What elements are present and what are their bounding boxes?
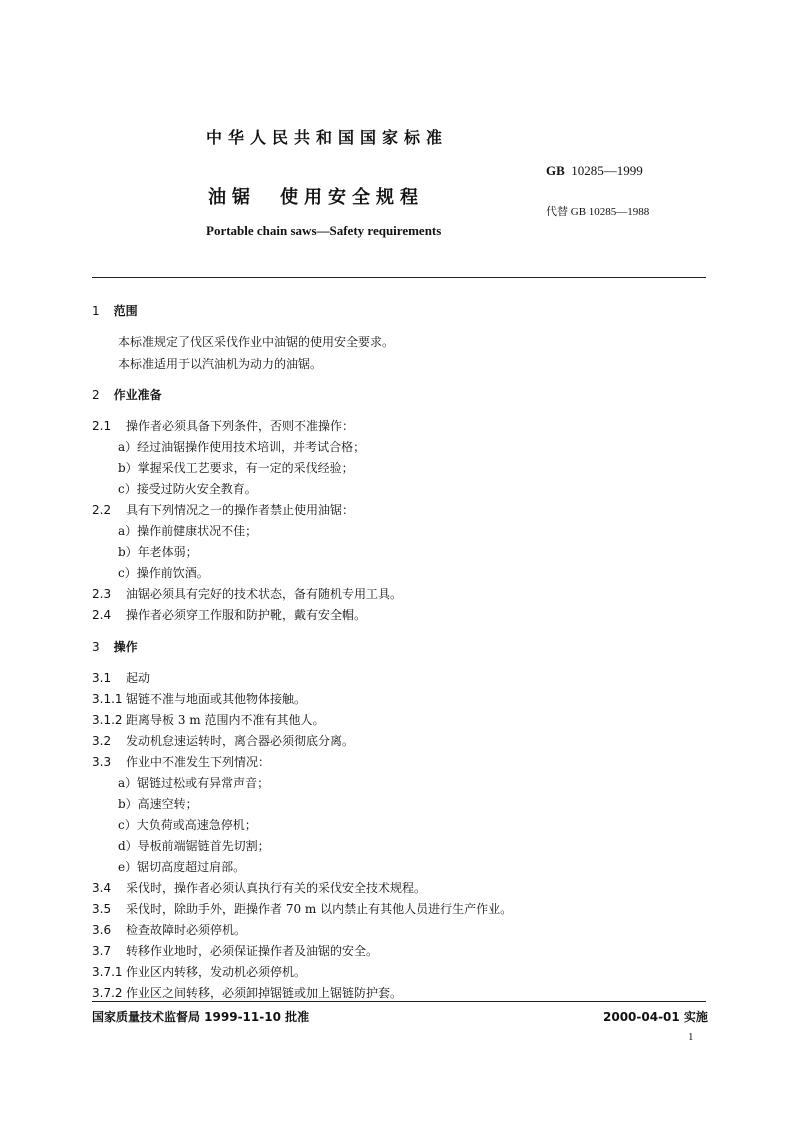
list-item: c）操作前饮酒。 (118, 566, 209, 580)
clause-number: 2.1 (92, 419, 112, 433)
clause-3-4 (92, 879, 426, 896)
list-item: b）掌握采伐工艺要求，有一定的采伐经验； (118, 461, 354, 475)
section-title: 操作 (113, 640, 138, 654)
list-item: b）年老体弱； (118, 545, 198, 559)
document-title: 油锯 使用安全规程 (208, 187, 424, 208)
list-item: a）经过油锯操作使用技术培训，并考试合格； (118, 440, 366, 454)
standard-code: 10285—1999 (571, 163, 643, 178)
clause-number: 3.1 (92, 671, 112, 685)
clause-number: 3.2 (92, 734, 112, 748)
section-title: 范围 (113, 304, 138, 318)
list-item: b）高速空转； (118, 797, 198, 811)
clause-text: 采伐时，操作者必须认真执行有关的采伐安全技术规程。 (126, 881, 427, 895)
paragraph-line: 本标准规定了伐区采伐作业中油锯的使用安全要求。 (118, 335, 395, 349)
footer-divider (92, 1001, 706, 1002)
standard-category-title: 中华人民共和国国家标准 (206, 128, 449, 147)
standard-prefix: GB (546, 163, 565, 178)
clause-3-5 (92, 900, 512, 917)
clause-3-6 (92, 921, 246, 938)
clause-2-3 (92, 585, 402, 602)
clause-number: 3.7 (92, 944, 112, 958)
header-divider (92, 277, 706, 278)
clause-number: 3.7.2 (92, 986, 123, 1000)
clause-number: 3.6 (92, 923, 112, 937)
clause-3-7 (92, 942, 378, 959)
paragraph-line: 本标准适用于以汽油机为动力的油锯。 (118, 357, 323, 371)
clause-number: 3.3 (92, 755, 112, 769)
clause-number: 2.3 (92, 587, 112, 601)
section-2-heading (92, 386, 162, 403)
clause-3-1-2 (92, 711, 324, 728)
section-number: 3 (92, 640, 100, 654)
clause-3-1 (92, 669, 150, 686)
clause-number: 3.7.1 (92, 965, 123, 979)
page-number: 1 (688, 1031, 694, 1043)
clause-3-7-2 (92, 984, 402, 1001)
replaces-standard: 代替 GB 10285—1988 (546, 206, 650, 218)
clause-text: 距离导板 3 m 范围内不准有其他人。 (126, 713, 325, 727)
clause-text: 起动 (126, 671, 151, 685)
clause-text: 转移作业地时，必须保证操作者及油锯的安全。 (126, 944, 379, 958)
section-number: 1 (92, 304, 100, 318)
standard-number (546, 163, 643, 179)
clause-3-2 (92, 732, 354, 749)
list-item: e）锯切高度超过肩部。 (118, 860, 246, 874)
clause-3-1-1 (92, 690, 306, 707)
clause-text: 油锯必须具有完好的技术状态，备有随机专用工具。 (126, 587, 403, 601)
clause-number: 3.4 (92, 881, 112, 895)
clause-3-3 (92, 753, 270, 770)
section-number: 2 (92, 388, 100, 402)
clause-text: 操作者必须穿工作服和防护靴，戴有安全帽。 (126, 608, 367, 622)
section-title: 作业准备 (113, 388, 162, 402)
clause-number: 3.5 (92, 902, 112, 916)
clause-number: 2.2 (92, 503, 112, 517)
clause-3-7-1 (92, 963, 306, 980)
effective-date: 2000-04-01 实施 (603, 1010, 708, 1024)
list-item: a）锯链过松或有异常声音； (118, 776, 270, 790)
list-item: c）大负荷或高速急停机； (118, 818, 257, 832)
clause-2-2 (92, 501, 354, 518)
section-3-heading (92, 638, 138, 655)
approval-info: 国家质量技术监督局 1999-11-10 批准 (92, 1010, 310, 1024)
clause-number: 2.4 (92, 608, 112, 622)
list-item: d）导板前端锯链首先切割； (118, 839, 270, 853)
clause-text: 检查故障时必须停机。 (126, 923, 247, 937)
list-item: a）操作前健康状况不佳； (118, 524, 258, 538)
clause-text: 采伐时，除助手外，距操作者 70 m 以内禁止有其他人员进行生产作业。 (126, 902, 513, 916)
clause-text: 锯链不准与地面或其他物体接触。 (126, 692, 307, 706)
clause-2-1 (92, 417, 354, 434)
clause-number: 3.1.1 (92, 692, 123, 706)
english-title: Portable chain saws—Safety requirements (206, 223, 442, 238)
section-1-heading (92, 302, 138, 319)
clause-text: 操作者必须具备下列条件，否则不准操作： (126, 419, 355, 433)
clause-text: 具有下列情况之一的操作者禁止使用油锯： (126, 503, 355, 517)
clause-text: 作业区内转移，发动机必须停机。 (126, 965, 307, 979)
clause-2-4 (92, 606, 366, 623)
clause-text: 作业区之间转移，必须卸掉锯链或加上锯链防护套。 (126, 986, 403, 1000)
clause-text: 作业中不准发生下列情况： (126, 755, 271, 769)
clause-number: 3.1.2 (92, 713, 123, 727)
list-item: c）接受过防火安全教育。 (118, 482, 257, 496)
clause-text: 发动机怠速运转时，离合器必须彻底分离。 (126, 734, 355, 748)
